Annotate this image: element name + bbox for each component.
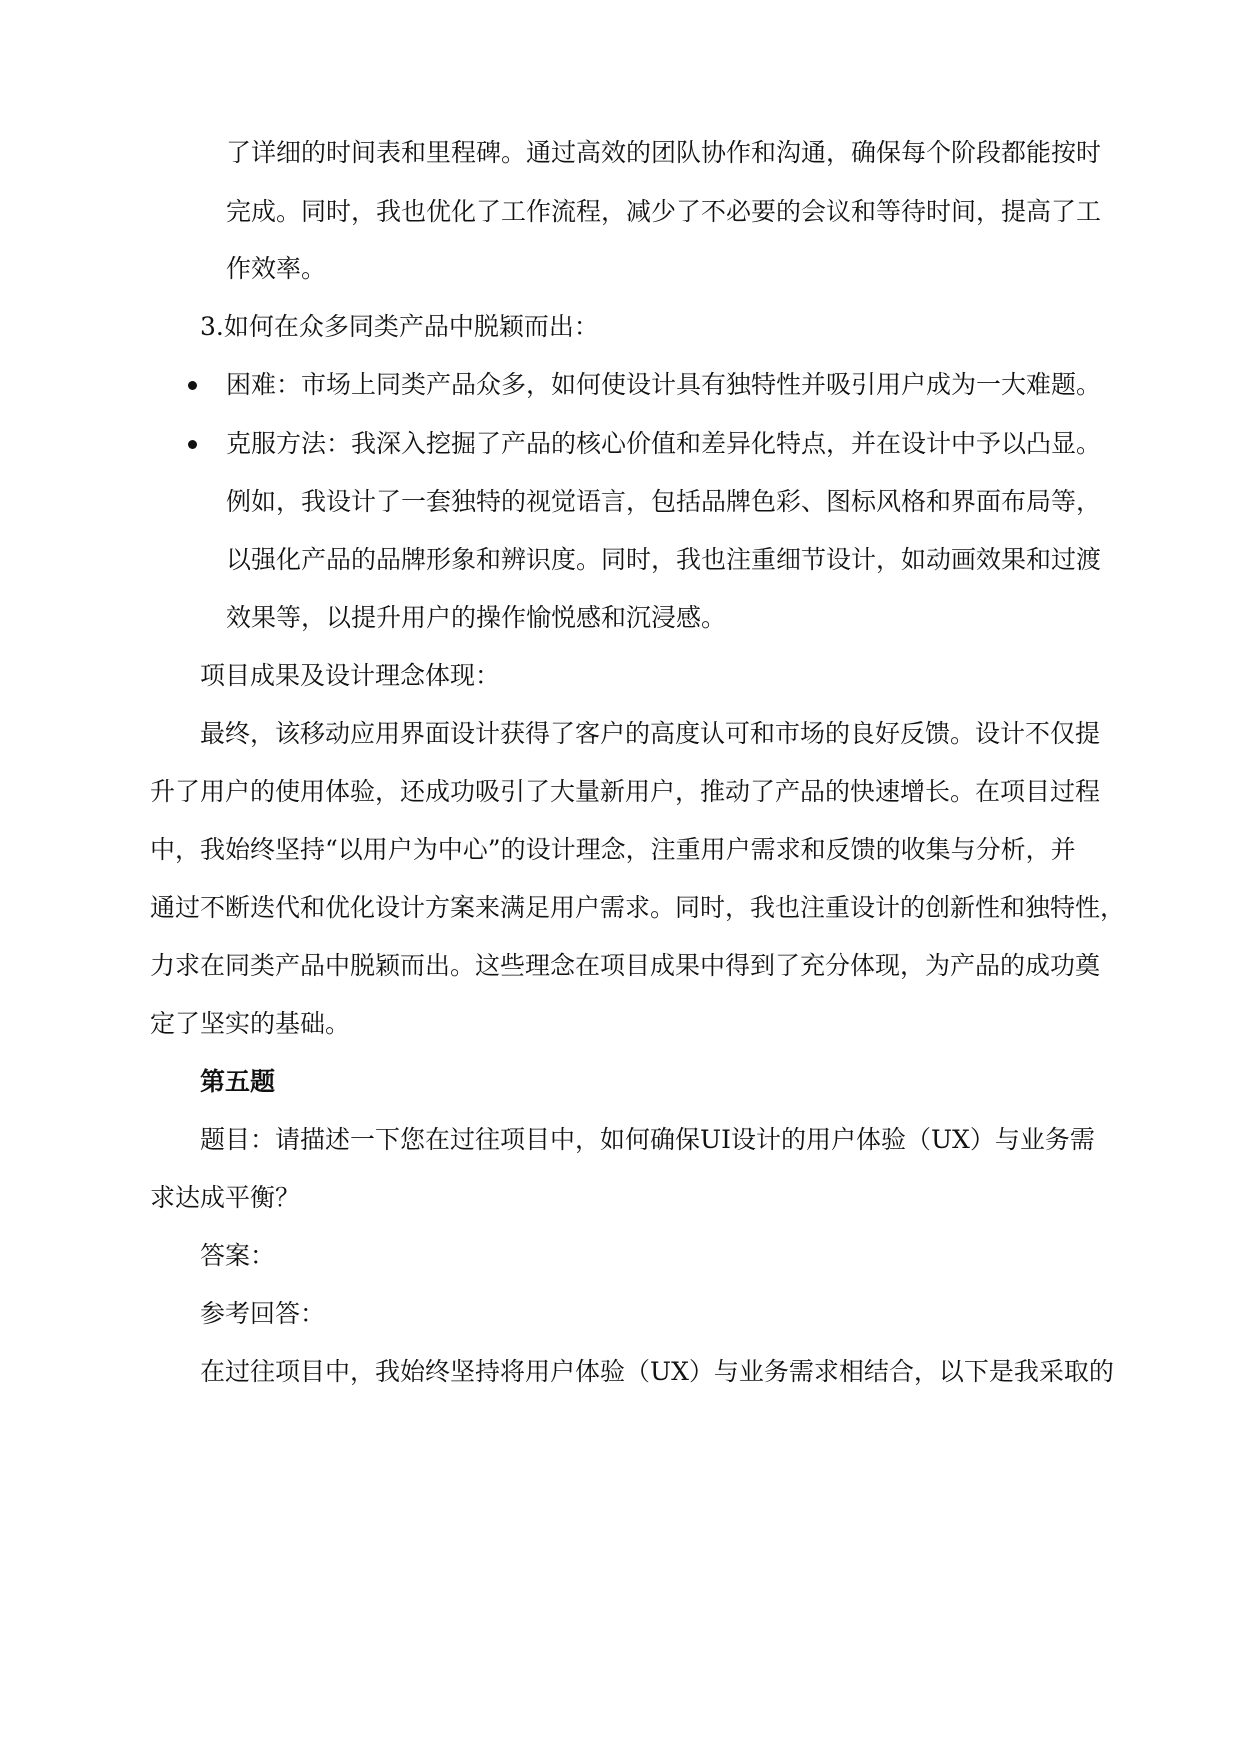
list-continuation-line-3: 作效率。 bbox=[226, 254, 327, 283]
result-paragraph-line-5: 力求在同类产品中脱颖而出。这些理念在项目成果中得到了充分体现，为产品的成功奠 bbox=[150, 951, 1101, 980]
bullet-2-line-3: 以强化产品的品牌形象和辨识度。同时，我也注重细节设计，如动画效果和过渡 bbox=[226, 545, 1102, 574]
section-title: 第五题 bbox=[200, 1067, 276, 1096]
list-continuation-line-1: 了详细的时间表和里程碑。通过高效的团队协作和沟通，确保每个阶段都能按时 bbox=[226, 138, 1102, 167]
reference-label: 参考回答： bbox=[200, 1299, 326, 1328]
final-line: 在过往项目中，我始终坚持将用户体验（UX）与业务需求相结合，以下是我采取的 bbox=[200, 1357, 1114, 1386]
bullet-1-icon bbox=[188, 381, 197, 390]
bullet-2-icon bbox=[188, 440, 197, 449]
list-continuation-line-2: 完成。同时，我也优化了工作流程，减少了不必要的会议和等待时间，提高了工 bbox=[226, 197, 1102, 226]
result-heading: 项目成果及设计理念体现： bbox=[200, 661, 501, 690]
bullet-2-line-2: 例如，我设计了一套独特的视觉语言，包括品牌色彩、图标风格和界面布局等， bbox=[226, 487, 1102, 516]
bullet-2-line-4: 效果等，以提升用户的操作愉悦感和沉浸感。 bbox=[226, 603, 727, 632]
result-paragraph-line-1: 最终，该移动应用界面设计获得了客户的高度认可和市场的良好反馈。设计不仅提 bbox=[200, 719, 1101, 748]
result-paragraph-line-3: 中，我始终坚持“以用户为中心”的设计理念，注重用户需求和反馈的收集与分析，并 bbox=[150, 835, 1076, 864]
result-paragraph-line-2: 升了用户的使用体验，还成功吸引了大量新用户，推动了产品的快速增长。在项目过程 bbox=[150, 777, 1101, 806]
bullet-1-line-1: 困难：市场上同类产品众多，如何使设计具有独特性并吸引用户成为一大难题。 bbox=[226, 370, 1102, 399]
result-paragraph-line-6: 定了坚实的基础。 bbox=[150, 1009, 351, 1038]
result-paragraph-line-4: 通过不断迭代和优化设计方案来满足用户需求。同时，我也注重设计的创新性和独特性， bbox=[150, 893, 1126, 922]
answer-label: 答案： bbox=[200, 1241, 276, 1270]
bullet-2-line-1: 克服方法：我深入挖掘了产品的核心价值和差异化特点，并在设计中予以凸显。 bbox=[226, 429, 1102, 458]
question-line-1: 题目：请描述一下您在过往项目中，如何确保UI设计的用户体验（UX）与业务需 bbox=[200, 1125, 1095, 1154]
subheading-3: 3.如何在众多同类产品中脱颖而出： bbox=[200, 312, 599, 341]
question-line-2: 求达成平衡？ bbox=[150, 1183, 301, 1212]
